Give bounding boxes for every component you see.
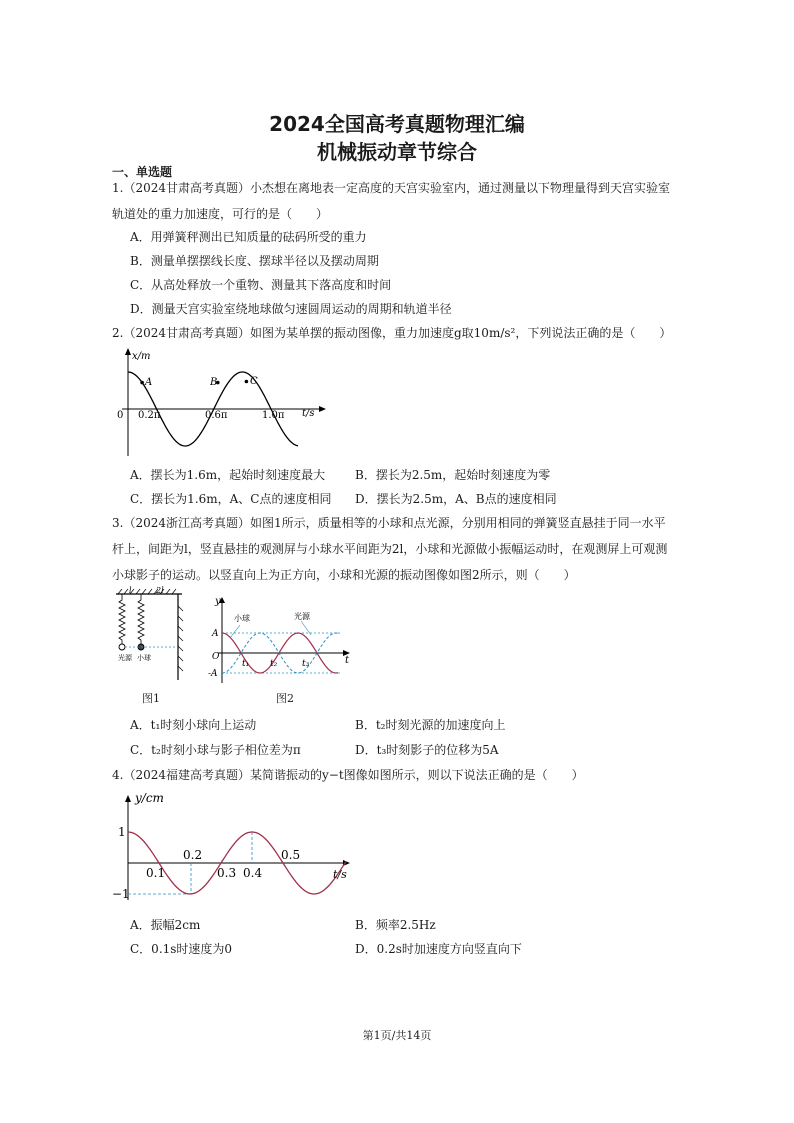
q3-option-a: A．t₁时刻小球向上运动 [130,718,257,732]
q2-label-c: C [250,376,258,387]
q1-option-c: C．从高处释放一个重物、测量其下落高度和时间 [130,278,392,292]
q3-figure-1 [112,586,192,686]
q4-option-d: D．0.2s时加速度方向竖直向下 [355,942,522,956]
fig2-t3: t₃ [302,659,310,669]
q4-ylabel: y/cm [135,791,164,805]
fig2-caption: 图2 [276,692,294,705]
q4-option-c: C．0.1s时速度为0 [130,942,233,956]
fig1-label-2l: 2l [156,586,164,595]
q4-option-a: A．振幅2cm [130,918,201,932]
q4-tick-0.3: 0.3 [217,866,237,880]
q1-line1: 1.（2024甘肃高考真题）小杰想在离地表一定高度的天宫实验室内，通过测量以下物理量得到天宫实验室 [112,181,670,195]
question-4 [112,762,692,788]
fig2-t1: t₁ [242,659,250,669]
q2-option-a: A．摆长为1.6m，起始时刻速度最大 [130,468,326,482]
question-2 [112,320,692,346]
q3-line3: 小球影子的运动。以竖直向上为正方向，小球和光源的振动图像如图2所示，则（ ） [112,568,576,582]
fig2-ylabel: y [215,596,221,607]
q2-ylabel: x/m [132,351,151,362]
q3-figure-2 [206,593,356,685]
q2-point-a [140,381,144,385]
q2-option-c: C．摆长为1.6m，A、C点的速度相同 [130,492,332,506]
q2-xlabel: t/s [302,408,315,419]
q2-line1: 2.（2024甘肃高考真题）如图为某单摆的振动图像，重力加速度g取10m/s²，下列说法正确的是（ ） [112,326,672,340]
q4-tick-0.4: 0.4 [243,866,263,880]
q4-line1: 4.（2024福建高考真题）某简谐振动的y−t图像如图所示，则以下说法正确的是（ ） [112,768,584,782]
fig1-light-label: 光源 [118,654,132,662]
light-source [119,644,125,650]
q2-tick-0.2pi: 0.2π [138,410,161,421]
q4-option-b: B．频率2.5Hz [355,918,436,932]
question-1 [112,175,692,227]
question-3 [112,510,692,588]
q2-tick-0.6pi: 0.6π [205,410,228,421]
q1-option-b: B．测量单摆摆线长度、摆球半径以及摆动周期 [130,254,379,268]
q2-option-b: B．摆长为2.5m，起始时刻速度为零 [355,468,551,482]
fig2-ball-label: 小球 [234,614,250,623]
page-subtitle: 机械振动章节综合 [317,140,477,164]
q1-option-d: D．测量天宫实验室绕地球做匀速圆周运动的周期和轨道半径 [130,302,452,316]
q4-tick-0.1: 0.1 [146,866,166,880]
q2-label-a: A [145,377,153,388]
q2-origin: 0 [117,410,124,421]
q4-tick-0.5: 0.5 [281,848,301,862]
q4-xlabel: t/s [333,868,347,881]
q4-tick-0.2: 0.2 [183,848,203,862]
fig2-negA: -A [208,669,218,679]
q2-option-d: D．摆长为2.5m，A、B点的速度相同 [355,492,557,506]
q2-oscillation-graph [112,346,332,458]
fig1-label-l: l [129,586,132,595]
fig2-light-label: 光源 [294,612,310,621]
q4-ytick-1: 1 [118,825,126,839]
fig2-origin: O [212,652,220,662]
q3-line1: 3.（2024浙江高考真题）如图1所示，质量相等的小球和点光源，分别用相同的弹簧竖直悬挂于同一水平 [112,516,666,530]
q4-ytick-neg1: −1 [112,887,130,901]
fig1-caption: 图1 [142,692,160,705]
page-title: 2024全国高考真题物理汇编 [269,112,525,136]
section-heading: 一、单选题 [112,165,173,179]
q1-option-a: A．用弹簧秤测出已知质量的砝码所受的重力 [130,230,367,244]
q2-label-b: B [210,377,218,388]
q3-line2: 杆上，间距为l，竖直悬挂的观测屏与小球水平间距为2l，小球和光源做小振幅运动时，在观测屏上可观测 [112,542,668,556]
q2-tick-1.0pi: 1.0π [262,410,285,421]
fig2-xlabel: t [345,655,350,666]
fig1-ball-label: 小球 [137,654,151,662]
fig2-t2: t₂ [270,659,278,669]
q3-option-d: D．t₃时刻影子的位移为5A [355,743,499,757]
q2-point-c [245,380,249,384]
q3-option-c: C．t₂时刻小球与影子相位差为π [130,743,301,757]
q1-line2: 轨道处的重力加速度，可行的是（ ） [112,207,329,221]
page-footer: 第1页/共14页 [362,1029,432,1042]
fig2-A: A [212,629,219,639]
q4-oscillation-graph [112,790,357,905]
q3-option-b: B．t₂时刻光源的加速度向上 [355,718,506,732]
